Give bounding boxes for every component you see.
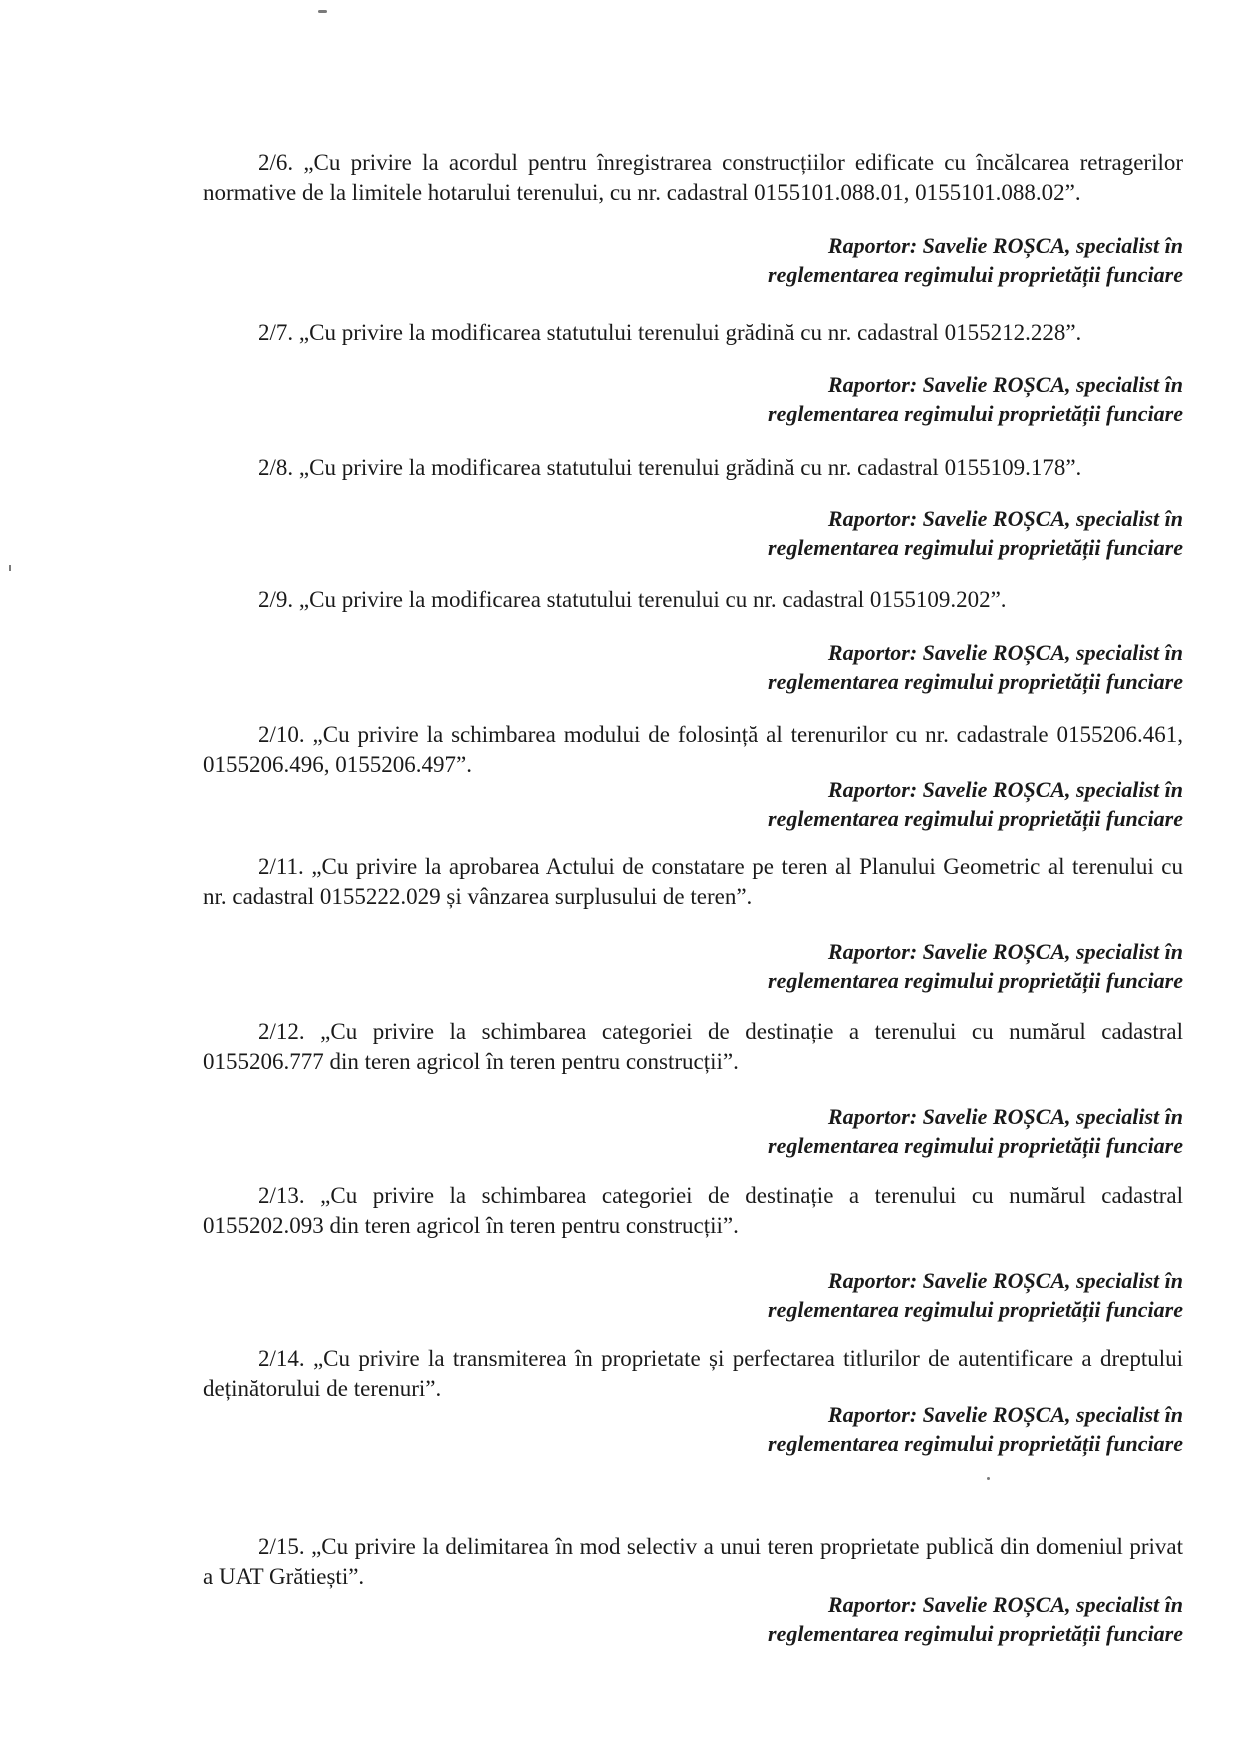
agenda-item (203, 1532, 1183, 1592)
reporter-name: Raportor: Savelie ROȘCA, specialist în (827, 1592, 1183, 1617)
reporter (623, 775, 1183, 833)
agenda-item-number: 2/8. (258, 455, 294, 480)
reporter-role: reglementarea regimului proprietății funciare (768, 1297, 1183, 1322)
reporter-name: Raportor: Savelie ROȘCA, specialist în (827, 939, 1183, 964)
reporter-role: reglementarea regimului proprietății funciare (768, 535, 1183, 560)
reporter-role: reglementarea regimului proprietății funciare (768, 806, 1183, 831)
reporter-name: Raportor: Savelie ROȘCA, specialist în (827, 640, 1183, 665)
reporter (623, 1590, 1183, 1648)
reporter (623, 937, 1183, 995)
agenda-item-text: 2/8. „Cu privire la modificarea statutului terenului grădină cu nr. cadastral 0155109.178”. (258, 455, 1082, 480)
agenda-item-number: 2/13. (258, 1183, 305, 1208)
agenda-item-text: 2/7. „Cu privire la modificarea statutului terenului grădină cu nr. cadastral 0155212.228”. (258, 320, 1082, 345)
agenda-item-number: 2/7. (258, 320, 294, 345)
reporter-name: Raportor: Savelie ROȘCA, specialist în (827, 1402, 1183, 1427)
reporter-name: Raportor: Savelie ROȘCA, specialist în (827, 233, 1183, 258)
reporter-role: reglementarea regimului proprietății funciare (768, 262, 1183, 287)
agenda-item-number: 2/15. (258, 1534, 305, 1559)
agenda-item-text: 2/6. „Cu privire la acordul pentru înregistrarea construcțiilor edificate cu încălcarea retragerilor normative de la limitele hotarului terenului, cu nr. cadastral 0155101.088.01, 0155101.088.02”. (203, 150, 1184, 205)
agenda-item-text: 2/9. „Cu privire la modificarea statutului terenului cu nr. cadastral 0155109.202”. (258, 587, 1007, 612)
agenda-item-number: 2/11. (258, 854, 304, 879)
reporter-role: reglementarea regimului proprietății funciare (768, 401, 1183, 426)
agenda-item-text: 2/10. „Cu privire la schimbarea modului de folosință al terenurilor cu nr. cadastrale 0155206.461, 0155206.496, 0155206.497”. (203, 722, 1183, 777)
scan-mark (9, 565, 11, 571)
reporter-role: reglementarea regimului proprietății funciare (768, 1621, 1183, 1646)
scan-mark (318, 10, 327, 13)
agenda-item (203, 852, 1183, 912)
reporter-name: Raportor: Savelie ROȘCA, specialist în (827, 372, 1183, 397)
reporter-name: Raportor: Savelie ROȘCA, specialist în (827, 506, 1183, 531)
agenda-item (203, 720, 1183, 780)
reporter-name: Raportor: Savelie ROȘCA, specialist în (827, 1268, 1183, 1293)
agenda-item-text: 2/13. „Cu privire la schimbarea categoriei de destinație a terenului cu numărul cadastral 0155202.093 din teren agricol în teren pentru construcții”. (203, 1183, 1183, 1238)
scan-mark (987, 1477, 990, 1480)
agenda-item (203, 585, 1183, 615)
reporter (623, 370, 1183, 428)
agenda-item (203, 1017, 1183, 1077)
agenda-item (203, 1181, 1183, 1241)
agenda-item (203, 1344, 1183, 1404)
agenda-item (203, 318, 1183, 348)
reporter-role: reglementarea regimului proprietății funciare (768, 1133, 1183, 1158)
reporter-name: Raportor: Savelie ROȘCA, specialist în (827, 1104, 1183, 1129)
agenda-item-text: 2/15. „Cu privire la delimitarea în mod selectiv a unui teren proprietate publică din domeniul privat a UAT Grătiești”. (203, 1534, 1183, 1589)
agenda-item-number: 2/9. (258, 587, 294, 612)
reporter (623, 1400, 1183, 1458)
reporter (623, 1102, 1183, 1160)
agenda-item-number: 2/6. (258, 150, 294, 175)
agenda-item-text: 2/12. „Cu privire la schimbarea categoriei de destinație a terenului cu numărul cadastral 0155206.777 din teren agricol în teren pentru construcții”. (203, 1019, 1183, 1074)
agenda-item-text: 2/14. „Cu privire la transmiterea în proprietate și perfectarea titlurilor de autentificare a dreptului deținătorului de terenuri”. (203, 1346, 1183, 1401)
reporter (623, 1266, 1183, 1324)
reporter (623, 638, 1183, 696)
reporter (623, 231, 1183, 289)
reporter-role: reglementarea regimului proprietății funciare (768, 669, 1183, 694)
reporter-name: Raportor: Savelie ROȘCA, specialist în (827, 777, 1183, 802)
agenda-item-number: 2/12. (258, 1019, 305, 1044)
agenda-item (203, 453, 1183, 483)
agenda-item-number: 2/14. (258, 1346, 305, 1371)
agenda-item (203, 148, 1183, 208)
agenda-item-text: 2/11. „Cu privire la aprobarea Actului de constatare pe teren al Planului Geometric al terenului cu nr. cadastral 0155222.029 și vânzarea surplusului de teren”. (203, 854, 1184, 909)
reporter-role: reglementarea regimului proprietății funciare (768, 1431, 1183, 1456)
agenda-item-number: 2/10. (258, 722, 305, 747)
reporter-role: reglementarea regimului proprietății funciare (768, 968, 1183, 993)
reporter (623, 504, 1183, 562)
